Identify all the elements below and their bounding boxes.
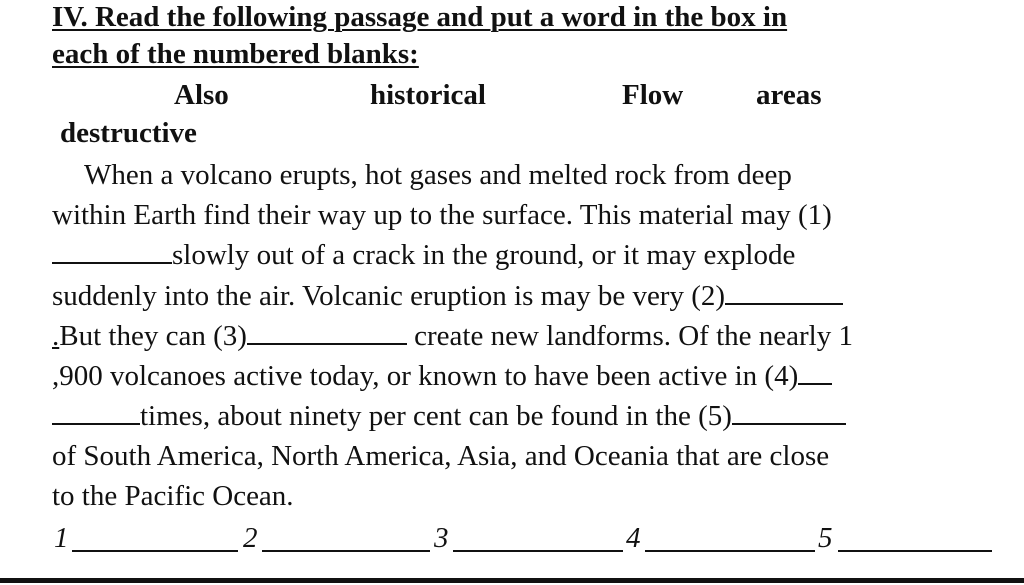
word-box-item: Flow: [622, 79, 684, 111]
passage-text: But they can (3): [59, 320, 247, 352]
passage-line: [52, 279, 843, 313]
answer-label-2: 2: [243, 522, 258, 554]
blank-4-end: [52, 401, 140, 425]
word-box-item: areas: [756, 79, 822, 111]
word-box-item: historical: [370, 79, 486, 111]
passage-text: ,900 volcanoes active today, or known to have been active in (4): [52, 360, 799, 392]
passage-text: slowly out of a crack in the ground, or it may explode: [172, 239, 796, 271]
exercise-heading-line-1: IV. Read the following passage and put a word in the box in: [52, 1, 788, 33]
exercise-heading-line-2: each of the numbered blanks:: [52, 38, 419, 70]
answer-label-3: 3: [434, 522, 449, 554]
passage-line: [52, 399, 846, 433]
word-box-item: Also: [174, 79, 229, 111]
passage-text: suddenly into the air. Volcanic eruption is may be very (2): [52, 280, 726, 312]
answer-line-5: [838, 550, 992, 552]
passage-line: [52, 238, 795, 272]
passage-text: create new landforms. Of the nearly 1: [414, 320, 853, 352]
passage-line: to the Pacific Ocean.: [52, 480, 294, 512]
passage-text: times, about ninety per cent can be found in the (5): [140, 400, 732, 432]
bottom-border: [0, 578, 1024, 583]
answer-line-2: [262, 550, 430, 552]
word-box-item: destructive: [60, 117, 197, 149]
passage-line: [52, 359, 832, 393]
passage-text: .: [52, 320, 60, 352]
passage-line: [52, 319, 853, 353]
blank-1: [52, 240, 172, 264]
blank-5: [732, 401, 846, 425]
blank-4-start: [798, 361, 832, 385]
answer-label-4: 4: [626, 522, 641, 554]
answer-line-1: [72, 550, 238, 552]
blank-2: [725, 281, 843, 305]
passage-line: of South America, North America, Asia, and Oceania that are close: [52, 440, 830, 472]
answer-line-3: [453, 550, 623, 552]
answer-label-5: 5: [818, 522, 833, 554]
blank-3: [247, 321, 407, 345]
passage-line: within Earth find their way up to the surface. This material may (1): [52, 199, 832, 231]
answer-label-1: 1: [54, 522, 69, 554]
passage-line: When a volcano erupts, hot gases and melted rock from deep: [84, 159, 792, 191]
answer-line-4: [645, 550, 815, 552]
